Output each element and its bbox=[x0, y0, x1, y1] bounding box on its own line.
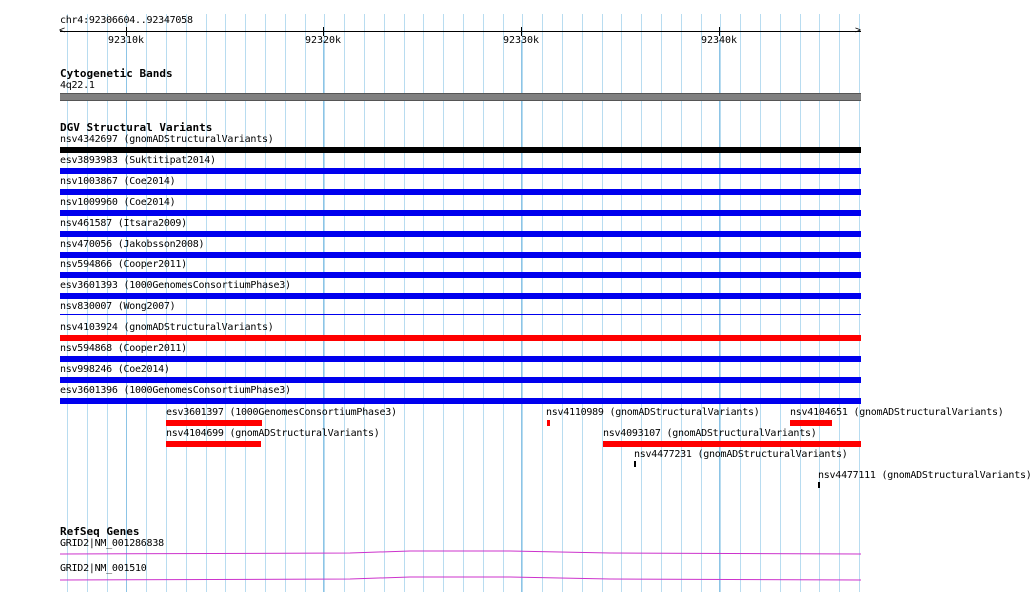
track-title[interactable]: DGV Structural Variants bbox=[60, 121, 213, 134]
track-title[interactable]: Cytogenetic Bands bbox=[60, 67, 173, 80]
variant-bar[interactable] bbox=[60, 335, 861, 341]
variant-label: nsv4477111 (gnomADStructuralVariants) bbox=[818, 470, 1032, 481]
variant-bar[interactable] bbox=[603, 441, 861, 447]
ruler-tick-label: 92340k bbox=[700, 35, 738, 46]
variant-label: nsv594868 (Cooper2011) bbox=[60, 343, 187, 354]
ruler-tick-label: 92330k bbox=[502, 35, 540, 46]
variant-label: nsv4110989 (gnomADStructuralVariants) bbox=[546, 407, 760, 418]
ruler-tick-label: 92310k bbox=[107, 35, 145, 46]
variant-bar[interactable] bbox=[60, 168, 861, 174]
ruler-tick-label: 92320k bbox=[304, 35, 342, 46]
variant-label: esv3601396 (1000GenomesConsortiumPhase3) bbox=[60, 385, 291, 396]
variant-bar[interactable] bbox=[166, 420, 262, 426]
variant-bar[interactable] bbox=[60, 252, 861, 258]
variant-label: nsv4477231 (gnomADStructuralVariants) bbox=[634, 449, 848, 460]
region-label: chr4:92306604..92347058 bbox=[60, 15, 193, 26]
variant-label: nsv4104651 (gnomADStructuralVariants) bbox=[790, 407, 1004, 418]
variant-bar[interactable] bbox=[60, 398, 861, 404]
variant-bar[interactable] bbox=[818, 482, 820, 488]
variant-bar[interactable] bbox=[60, 377, 861, 383]
variant-bar[interactable] bbox=[166, 441, 261, 447]
gene-line[interactable] bbox=[60, 573, 862, 583]
variant-label: nsv4103924 (gnomADStructuralVariants) bbox=[60, 322, 274, 333]
variant-label: nsv594866 (Cooper2011) bbox=[60, 259, 187, 270]
variant-label: nsv470056 (Jakobsson2008) bbox=[60, 239, 205, 250]
variant-bar[interactable] bbox=[60, 272, 861, 278]
variant-label: nsv1009960 (Coe2014) bbox=[60, 197, 176, 208]
variant-bar[interactable] bbox=[60, 210, 861, 216]
ruler-line bbox=[60, 31, 861, 32]
variant-bar[interactable] bbox=[60, 356, 861, 362]
variant-bar[interactable] bbox=[547, 420, 550, 426]
gene-label: GRID2|NM_001286838 bbox=[60, 538, 164, 549]
variant-label: nsv4093107 (gnomADStructuralVariants) bbox=[603, 428, 817, 439]
variant-bar[interactable] bbox=[60, 293, 861, 299]
variant-label: esv3601397 (1000GenomesConsortiumPhase3) bbox=[166, 407, 397, 418]
gene-label: GRID2|NM_001510 bbox=[60, 563, 147, 574]
variant-label: nsv998246 (Coe2014) bbox=[60, 364, 170, 375]
variant-label: nsv1003867 (Coe2014) bbox=[60, 176, 176, 187]
track-title[interactable]: RefSeq Genes bbox=[60, 525, 140, 538]
variant-label: nsv4104699 (gnomADStructuralVariants) bbox=[166, 428, 380, 439]
cytoband-bar[interactable] bbox=[60, 93, 861, 101]
gene-line[interactable] bbox=[60, 548, 862, 558]
variant-label: esv3893983 (Suktitipat2014) bbox=[60, 155, 216, 166]
variant-bar[interactable] bbox=[634, 461, 636, 467]
variant-bar[interactable] bbox=[60, 189, 861, 195]
variant-bar[interactable] bbox=[60, 147, 861, 153]
variant-label: nsv4342697 (gnomADStructuralVariants) bbox=[60, 134, 274, 145]
variant-bar[interactable] bbox=[60, 231, 861, 237]
arrow-right-icon[interactable]: > bbox=[855, 25, 862, 36]
variant-label: esv3601393 (1000GenomesConsortiumPhase3) bbox=[60, 280, 291, 291]
variant-label: nsv830007 (Wong2007) bbox=[60, 301, 176, 312]
variant-bar[interactable] bbox=[60, 314, 861, 315]
band-label: 4q22.1 bbox=[60, 80, 95, 91]
variant-bar[interactable] bbox=[790, 420, 832, 426]
variant-label: nsv461587 (Itsara2009) bbox=[60, 218, 187, 229]
